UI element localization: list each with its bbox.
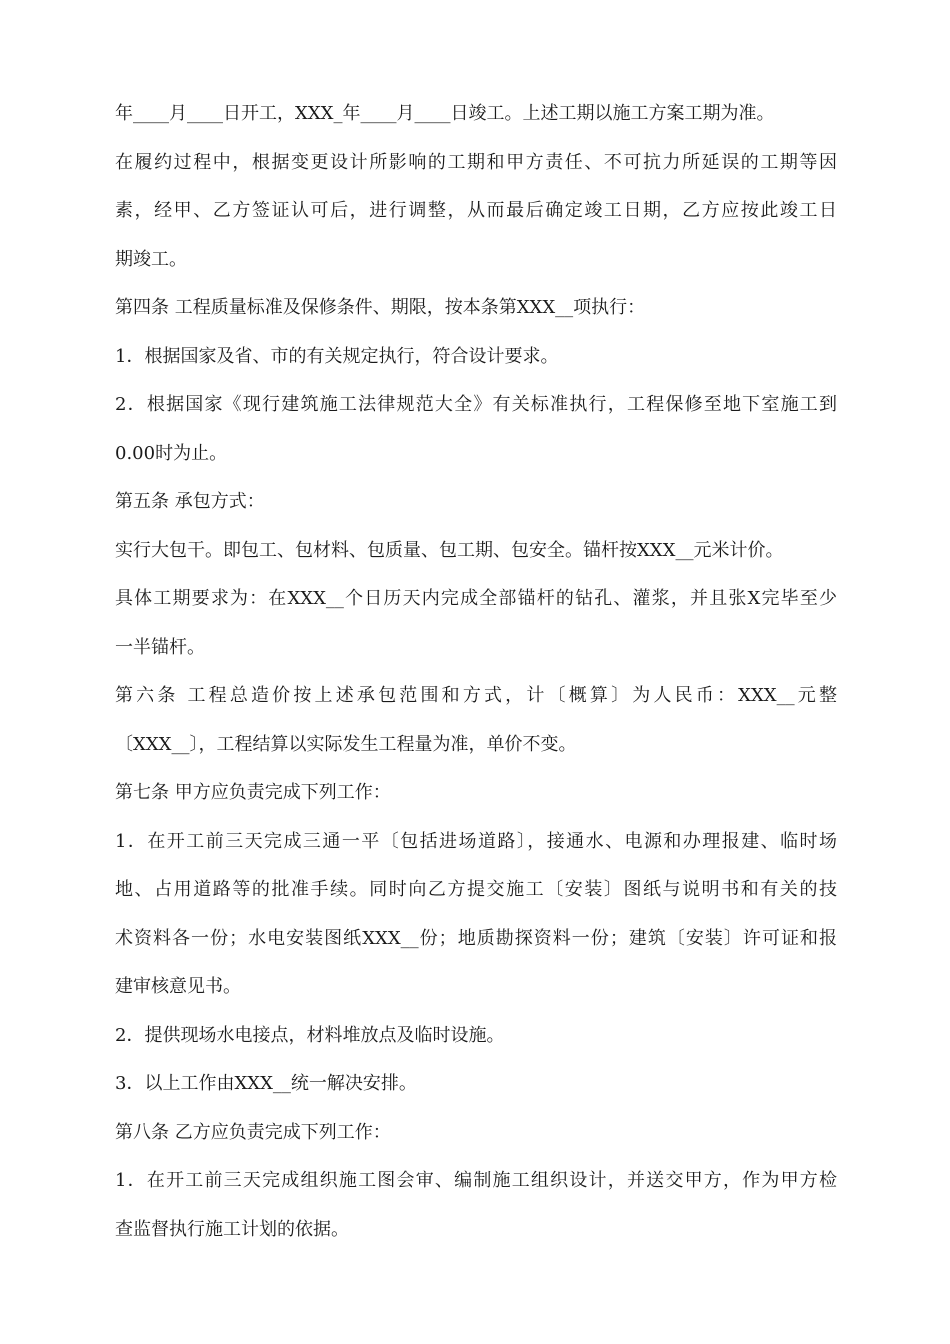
article-6-heading: 第六条 工程总造价按上述承包范围和方式，计〔概算〕为人民币：XXX__元整	[115, 685, 837, 706]
article-4-heading: 第四条 工程质量标准及保修条件、期限，按本条第XXX__项执行：	[115, 297, 646, 318]
article-6-text: 〔XXX__〕，工程结算以实际发生工程量为准，单价不变。	[115, 733, 577, 755]
article-7-item-1: 1．在开工前三天完成三通一平〔包括进场道路〕，接通水、电源和办理报建、临时场	[115, 830, 837, 852]
article-7-item-2: 2．提供现场水电接点，材料堆放点及临时设施。	[115, 1024, 505, 1046]
article-7-item-3: 3．以上工作由XXX__统一解决安排。	[115, 1073, 417, 1094]
article-4-item-2-cont: 0.00时为止。	[115, 442, 228, 464]
article-5-text-3: 一半锚杆。	[115, 636, 205, 658]
text-line-3: 素，经甲、乙方签证认可后，进行调整，从而最后确定竣工日期，乙方应按此竣工日	[115, 200, 837, 221]
article-5-text-1: 实行大包干。即包工、包材料、包质量、包工期、包安全。锚杆按XXX__元米计价。	[115, 539, 784, 561]
article-4-item-2: 2．根据国家《现行建筑施工法律规范大全》有关标准执行，工程保修至地下室施工到	[115, 394, 837, 415]
article-7-item-1-cont-3: 建审核意见书。	[115, 976, 241, 997]
text-line-1: 年____月____日开工，XXX_年____月____日竣工。上述工期以施工方案工期为准。	[115, 103, 775, 124]
article-5-heading: 第五条 承包方式：	[115, 491, 265, 512]
document-page	[115, 96, 837, 1260]
text-line-2: 在履约过程中，根据变更设计所影响的工期和甲方责任、不可抗力所延误的工期等因	[115, 151, 837, 173]
article-8-heading: 第八条 乙方应负责完成下列工作：	[115, 1121, 391, 1143]
article-5-text-2: 具体工期要求为：在XXX__个日历天内完成全部锚杆的钻孔、灌浆，并且张X完毕至少	[115, 588, 837, 609]
article-8-item-1: 1．在开工前三天完成组织施工图会审、编制施工组织设计，并送交甲方，作为甲方检	[115, 1170, 837, 1191]
article-7-item-1-cont-2: 术资料各一份；水电安装图纸XXX__份；地质勘探资料一份；建筑〔安装〕许可证和报	[115, 927, 837, 949]
article-4-item-1: 1．根据国家及省、市的有关规定执行，符合设计要求。	[115, 345, 559, 367]
article-7-item-1-cont-1: 地、占用道路等的批准手续。同时向乙方提交施工〔安装〕图纸与说明书和有关的技	[115, 879, 837, 900]
article-7-heading: 第七条 甲方应负责完成下列工作：	[115, 782, 391, 803]
article-8-item-1-cont: 查监督执行施工计划的依据。	[115, 1218, 349, 1240]
text-line-4: 期竣工。	[115, 248, 187, 270]
